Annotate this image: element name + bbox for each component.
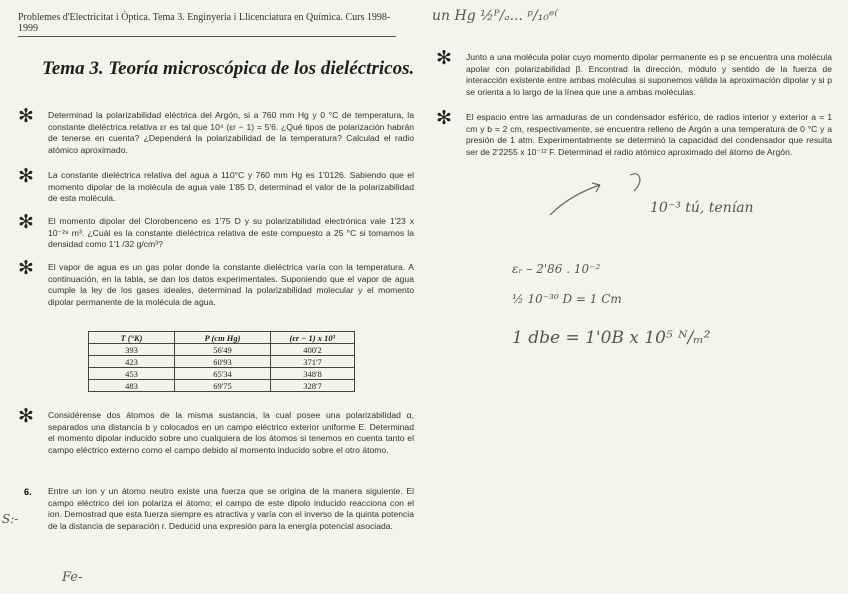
star-marker-icon: ✻ <box>436 107 452 129</box>
problem-number: 6. <box>24 487 32 497</box>
table-cell: 423 <box>89 356 175 368</box>
problem-text: La constante dieléctrica relativa del agua a 110°C y 760 mm Hg es 1'0126. Sabiendo que el momento dipolar de la molécula de agua vale 1'85 D, determinad el valor de la polarizabilidad de esta molécula. <box>48 170 414 204</box>
problem-8 <box>430 107 832 158</box>
table-row <box>89 344 355 356</box>
table-header-row <box>89 332 355 344</box>
data-table <box>88 331 355 392</box>
star-marker-icon: ✻ <box>18 211 34 233</box>
problem-3 <box>12 211 414 251</box>
table-cell: 56'49 <box>175 344 271 356</box>
problem-text: El vapor de agua es un gas polar donde la constante dieléctrica varía con la temperatura. A continuación, en la tabla, se dan los datos experimentales. Suponiendo que el vapor de agua cumple la ley de los gases ideales, determinad la polarizabilidad molecular y el momento dipolar permanente de la molécula de agua. <box>48 262 414 307</box>
star-marker-icon: ✻ <box>18 105 34 127</box>
problem-1 <box>12 105 414 156</box>
table-row <box>89 380 355 392</box>
star-marker-icon: ✻ <box>436 47 452 69</box>
table-cell: 453 <box>89 368 175 380</box>
problem-text: Considérense dos átomos de la misma sustancia, la cual posee una polarizabilidad α, separados una distancia b y colocados en un campo eléctrico exterior uniforme E. Determinad el momento dipolar inducido sobre uno cualquiera de los átomos si tenemos en cuenta tanto el campo eléctrico externo como el campo debido al momento inducido sobre el otro átomo. <box>48 410 414 455</box>
table-cell: 328'7 <box>271 380 355 392</box>
star-marker-icon: ✻ <box>18 405 34 427</box>
table-row <box>89 368 355 380</box>
problem-6 <box>12 486 414 532</box>
problem-text: Junto a una molécula polar cuyo momento dipolar permanente es p se encuentra una molécula apolar con polarizabilidad β. Encontrad la dirección, módulo y sentido de la fuerza de interacción existente entre ambas moléculas si suponemos válida la aproximación dipolar y si p se orienta a lo largo de la línea que une a ambas moléculas. <box>466 52 832 97</box>
table-cell: 393 <box>89 344 175 356</box>
problem-7 <box>430 47 832 98</box>
table-row <box>89 356 355 368</box>
problem-5 <box>12 405 414 456</box>
column-header: P (cm Hg) <box>175 332 271 344</box>
handwritten-line: ½ 10⁻³⁰ D = 1 Cm <box>512 292 622 306</box>
problem-text: El momento dipolar del Clorobenceno es 1'75 D y su polarizabilidad electrónica vale 1'23 x 10⁻²⁹ m³. ¿Cuál es la constante dieléctrica relativa de este compuesto a 25 °C si tomamos la densidad como 1'1 /32 g/cm³? <box>48 216 414 250</box>
table-cell: 69'75 <box>175 380 271 392</box>
problem-text: Determinad la polarizabilidad eléctrica del Argón, si a 760 mm Hg y 0 °C de temperatura, la constante dieléctrica relativa εr es tal que 10⁴ (εr − 1) = 5'6. ¿Qué tipos de polarización habrán de tenerse en cuenta? ¿Dependerá la polarizabilidad de la temperatura? Calculad el radio atómico aproximado. <box>48 110 414 155</box>
star-marker-icon: ✻ <box>18 165 34 187</box>
problem-text: Entre un ion y un átomo neutro existe una fuerza que se origina de la manera siguiente. El campo eléctrico del ion polariza el átomo; el campo de este dipolo inducido reacciona con el ion. Demostrad que esta fuerza siempre es atractiva y varía con el inverso de la quinta potencia de la distancia de separación r. Deducid una expresión para la energía potencial asociada. <box>48 486 414 531</box>
star-marker-icon: ✻ <box>18 257 34 279</box>
table-cell: 60'93 <box>175 356 271 368</box>
page-header: Problemes d'Electricitat i Òptica. Tema 3. Enginyeria i Llicenciatura en Química. Curs 1998-1999 <box>18 12 396 37</box>
problem-4 <box>12 257 414 308</box>
handwritten-header-note: un Hg ½ᴾ/ₐ... ᵖ/₁₀ᵉ⁽ <box>432 8 558 24</box>
handwritten-line: 1 dbe = 1'0B x 10⁵ ᴺ/ₘ² <box>512 328 711 348</box>
table-cell: 483 <box>89 380 175 392</box>
handwritten-margin-note: S:- <box>2 512 19 526</box>
handwritten-arrow-icon <box>540 165 660 225</box>
table-cell: 65'34 <box>175 368 271 380</box>
handwritten-line: εᵣ – 2'86 . 10⁻² <box>512 262 601 276</box>
problem-text: El espacio entre las armaduras de un condensador esférico, de radios interior y exterior a = 1 cm y b = 2 cm, respectivamente, se encuentra relleno de Argón a una temperatura de 0 °C y a presión de 1 atm. Experimentalmente se determinó la capacidad del condensador que resulta ser de 2'2255 x 10⁻¹² F. Determinad el radio atómico aproximado del átomo de Argón. <box>466 112 832 157</box>
table-cell: 400'2 <box>271 344 355 356</box>
column-header: T (°K) <box>89 332 175 344</box>
handwritten-note: 10⁻³ tú, tenían <box>650 200 754 216</box>
page-title: Tema 3. Teoría microscópica de los dieléctricos. <box>42 58 415 79</box>
table-cell: 348'8 <box>271 368 355 380</box>
table-cell: 371'7 <box>271 356 355 368</box>
handwritten-margin-note: Fe- <box>62 570 83 585</box>
column-header: (εr − 1) x 10⁵ <box>271 332 355 344</box>
problem-2 <box>12 165 414 205</box>
